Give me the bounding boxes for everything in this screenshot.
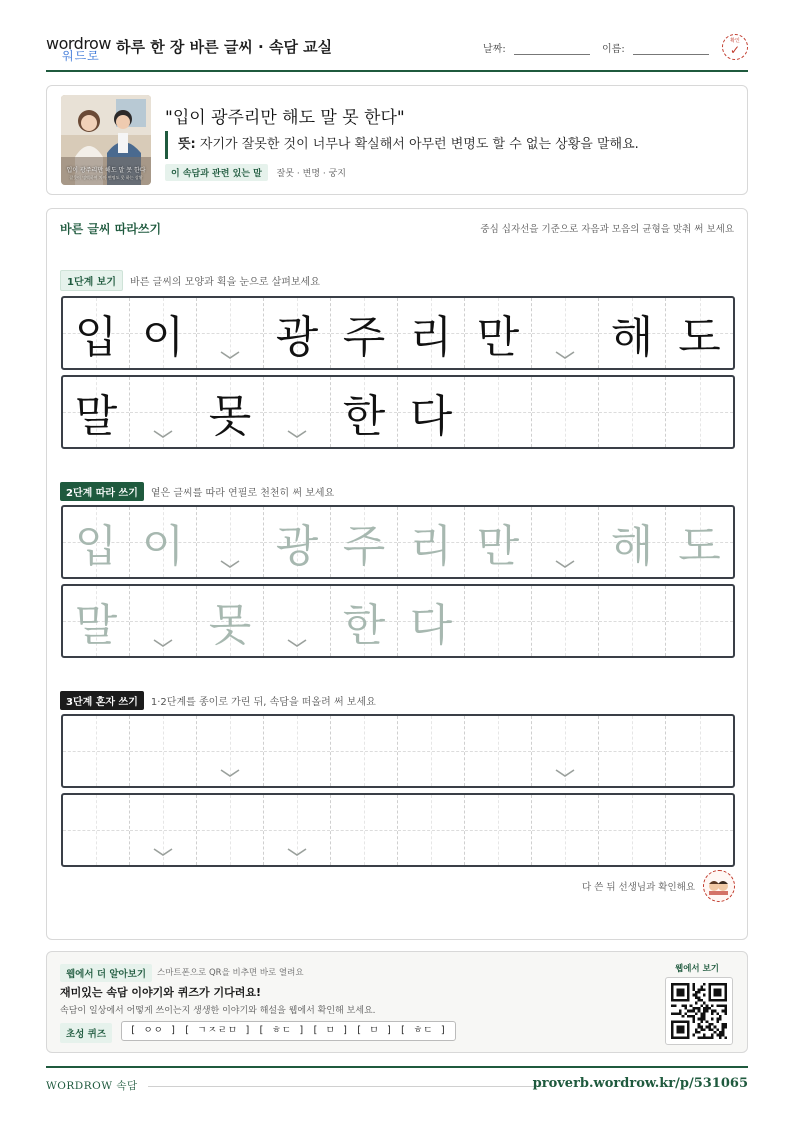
grid-cell[interactable] xyxy=(666,586,733,656)
space-mark-icon xyxy=(219,559,241,569)
grid-cell[interactable] xyxy=(398,795,465,865)
grid-character: 만 xyxy=(476,312,520,363)
grid-cell[interactable] xyxy=(465,716,532,786)
grid-cell[interactable] xyxy=(197,586,264,656)
grid-cell[interactable] xyxy=(532,507,599,577)
grid-character: 다 xyxy=(409,391,453,442)
grid-cell[interactable] xyxy=(130,507,197,577)
grid-cell[interactable] xyxy=(532,716,599,786)
grid-cell xyxy=(331,377,398,447)
grid-cell xyxy=(599,377,666,447)
grid-cell[interactable] xyxy=(398,716,465,786)
grid-cell xyxy=(599,298,666,368)
web-headline: 재미있는 속담 이야기와 퀴즈가 기다려요! xyxy=(60,986,261,999)
step-1-line-2 xyxy=(61,375,735,449)
grid-character: 주 xyxy=(342,312,386,363)
grid-character: 만 xyxy=(476,521,520,572)
space-mark-icon xyxy=(152,638,174,648)
grid-cell[interactable] xyxy=(599,795,666,865)
step-1-desc: 바른 글씨의 모양과 획을 눈으로 살펴보세요 xyxy=(130,276,320,288)
illustration-caption xyxy=(65,167,147,181)
step-1-header xyxy=(60,271,320,289)
grid-character: 못 xyxy=(208,600,252,651)
step-2-desc: 옅은 글씨를 따라 연필로 천천히 써 보세요 xyxy=(150,487,335,499)
space-mark-icon xyxy=(554,559,576,569)
space-mark-icon xyxy=(219,768,241,778)
grid-character: 해 xyxy=(610,312,654,363)
proverb-illustration xyxy=(61,95,151,185)
grid-cell[interactable] xyxy=(465,507,532,577)
step-3-line-2[interactable] xyxy=(61,793,735,867)
page-footer xyxy=(46,1066,748,1096)
web-tag-note: 스마트폰으로 QR을 비추면 바로 열려요 xyxy=(157,968,304,978)
checkmark-icon: ✓ xyxy=(729,43,741,57)
footer-divider xyxy=(148,1086,542,1087)
grid-cell xyxy=(666,298,733,368)
space-mark-icon xyxy=(219,350,241,360)
grid-cell[interactable] xyxy=(666,507,733,577)
grid-cell[interactable] xyxy=(465,795,532,865)
grid-cell[interactable] xyxy=(666,716,733,786)
grid-cell[interactable] xyxy=(63,795,130,865)
done-note: 다 쓴 뒤 선생님과 확인해요 xyxy=(581,882,695,893)
grid-cell[interactable] xyxy=(331,716,398,786)
grid-cell[interactable] xyxy=(264,586,331,656)
grid-character: 이 xyxy=(141,521,185,572)
grid-cell xyxy=(331,298,398,368)
name-label: 이름: xyxy=(602,44,625,55)
date-line[interactable] xyxy=(514,54,590,55)
qr-code[interactable] xyxy=(665,977,733,1045)
proverb-card xyxy=(46,85,748,195)
related-list: 잘못 · 변명 · 궁지 xyxy=(276,169,346,179)
date-field[interactable] xyxy=(483,40,590,55)
grid-character: 못 xyxy=(208,391,252,442)
worksheet-header xyxy=(46,30,748,72)
step-2-line-2[interactable] xyxy=(61,584,735,658)
name-field[interactable] xyxy=(602,40,709,55)
space-mark-icon xyxy=(152,847,174,857)
quiz-label: 초성 퀴즈 xyxy=(60,1023,112,1043)
grid-cell xyxy=(264,377,331,447)
practice-title: 바른 글씨 따라쓰기 xyxy=(60,222,162,236)
space-mark-icon xyxy=(152,429,174,439)
grid-cell xyxy=(63,298,130,368)
worksheet-title: 하루 한 장 바른 글씨 · 속담 교실 xyxy=(116,38,333,56)
grid-cell xyxy=(197,377,264,447)
grid-cell[interactable] xyxy=(197,716,264,786)
grid-character: 한 xyxy=(342,391,386,442)
wordrow-logo xyxy=(46,34,111,64)
grid-cell[interactable] xyxy=(197,507,264,577)
step-1-badge: 1단계 보기 xyxy=(60,270,123,291)
grid-cell[interactable] xyxy=(264,795,331,865)
grid-cell[interactable] xyxy=(532,586,599,656)
grid-cell xyxy=(398,377,465,447)
grid-cell[interactable] xyxy=(398,507,465,577)
grid-character: 리 xyxy=(409,521,453,572)
grid-character: 다 xyxy=(409,600,453,651)
grid-character: 말 xyxy=(74,391,118,442)
grid-cell[interactable] xyxy=(465,586,532,656)
grid-cell xyxy=(197,298,264,368)
space-mark-icon xyxy=(286,847,308,857)
grid-cell xyxy=(465,298,532,368)
illustration-caption-sub: 잘못이 명백하여 차마 변명도 못 하는 상황 xyxy=(69,175,143,180)
space-mark-icon xyxy=(286,638,308,648)
date-label: 날짜: xyxy=(483,44,506,55)
grid-character: 도 xyxy=(678,312,721,363)
grid-cell[interactable] xyxy=(398,586,465,656)
footer-url[interactable]: proverb.wordrow.kr/p/531065 xyxy=(532,1076,748,1091)
grid-cell[interactable] xyxy=(264,507,331,577)
grid-character: 해 xyxy=(610,521,654,572)
practice-panel xyxy=(46,208,748,940)
step-3-desc: 1·2단계를 종이로 가린 뒤, 속담을 떠올려 써 보세요 xyxy=(150,696,376,708)
meaning-label: 뜻: xyxy=(178,137,196,152)
check-stamp xyxy=(722,34,748,60)
meaning-text: 자기가 잘못한 것이 너무나 확실해서 아무런 변명도 할 수 없는 상황을 말해요. xyxy=(199,137,639,152)
grid-character: 이 xyxy=(141,312,185,363)
step-2-badge: 2단계 따라 쓰기 xyxy=(60,482,144,501)
meaning-block xyxy=(165,131,639,159)
step-2-header xyxy=(60,482,334,500)
step-3-line-1[interactable] xyxy=(61,714,735,788)
grid-cell[interactable] xyxy=(197,795,264,865)
grid-cell[interactable] xyxy=(532,795,599,865)
web-tag: 웹에서 더 알아보기 xyxy=(60,964,152,982)
grid-character: 한 xyxy=(342,600,386,651)
grid-cell[interactable] xyxy=(599,507,666,577)
grid-character: 광 xyxy=(275,521,319,572)
grid-cell xyxy=(130,298,197,368)
qr-title: 웹에서 보기 xyxy=(674,964,719,974)
grid-cell xyxy=(63,377,130,447)
grid-character: 말 xyxy=(74,600,118,651)
grid-cell[interactable] xyxy=(331,795,398,865)
grid-cell xyxy=(532,298,599,368)
logo-word: wordrow xyxy=(46,34,111,53)
space-mark-icon xyxy=(286,429,308,439)
related-label: 이 속담과 관련 있는 말 xyxy=(165,164,268,181)
step-2-line-1[interactable] xyxy=(61,505,735,579)
grid-cell xyxy=(264,298,331,368)
grid-cell[interactable] xyxy=(666,795,733,865)
chosung-quiz: [ ㅇㅇ ] [ ㄱㅈㄹㅁ ] [ ㅎㄷ ] [ ㅁ ] [ ㅁ ] [ ㅎㄷ ] xyxy=(121,1021,456,1041)
grid-cell[interactable] xyxy=(63,586,130,656)
grid-character: 주 xyxy=(342,521,386,572)
grid-character: 리 xyxy=(409,312,453,363)
grid-cell[interactable] xyxy=(63,716,130,786)
space-mark-icon xyxy=(554,768,576,778)
grid-cell xyxy=(465,377,532,447)
illustration-caption-main: 입이 광주리만 해도 말 못 한다 xyxy=(66,167,146,174)
stamp-text: 확인 xyxy=(730,38,740,44)
web-body: 속담이 일상에서 어떻게 쓰이는지 생생한 이야기와 해설을 웹에서 확인해 보세요. xyxy=(60,1006,376,1016)
step-3-header xyxy=(60,691,376,709)
grid-cell xyxy=(666,377,733,447)
grid-cell xyxy=(130,377,197,447)
grid-cell xyxy=(398,298,465,368)
grid-cell[interactable] xyxy=(331,586,398,656)
grid-character: 입 xyxy=(74,312,118,363)
practice-hint: 중심 십자선을 기준으로 자음과 모음의 균형을 맞춰 써 보세요 xyxy=(480,224,734,235)
grid-cell[interactable] xyxy=(130,795,197,865)
footer-brand: WORDROW 속담 xyxy=(46,1080,138,1092)
logo-korean: 워드로 xyxy=(62,49,100,63)
grid-character: 광 xyxy=(275,312,319,363)
grid-cell[interactable] xyxy=(130,716,197,786)
grid-cell[interactable] xyxy=(130,586,197,656)
qr-code-icon xyxy=(671,983,727,1039)
grid-cell[interactable] xyxy=(599,716,666,786)
teacher-stamp-icon xyxy=(703,870,735,902)
proverb-text: "입이 광주리만 해도 말 못 한다" xyxy=(165,108,405,128)
step-1-line-1 xyxy=(61,296,735,370)
grid-cell xyxy=(532,377,599,447)
grid-cell[interactable] xyxy=(264,716,331,786)
grid-character: 입 xyxy=(74,521,118,572)
step-3-badge: 3단계 혼자 쓰기 xyxy=(60,691,144,710)
grid-cell[interactable] xyxy=(63,507,130,577)
grid-cell[interactable] xyxy=(331,507,398,577)
grid-character: 도 xyxy=(678,521,721,572)
related-words xyxy=(165,164,346,181)
space-mark-icon xyxy=(554,350,576,360)
name-line[interactable] xyxy=(633,54,709,55)
grid-cell[interactable] xyxy=(599,586,666,656)
web-promo-card xyxy=(46,951,748,1053)
